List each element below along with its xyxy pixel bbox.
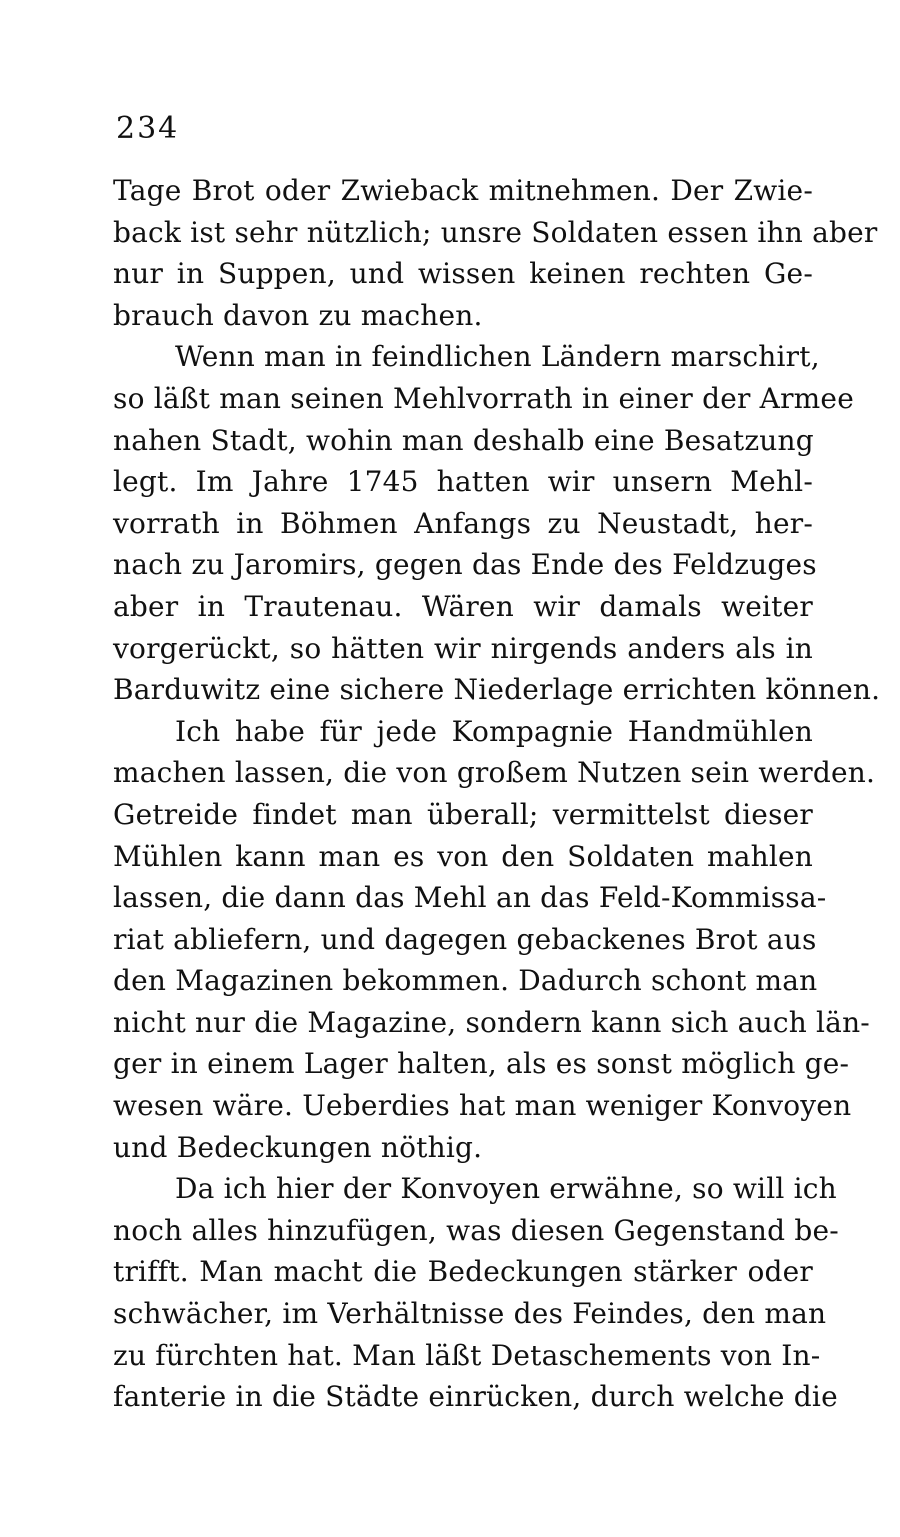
- text-line: Da ich hier der Konvoyen erwähne, so will ich: [175, 1172, 837, 1206]
- text-line: ger in einem Lager halten, als es sonst möglich ge-: [113, 1047, 850, 1081]
- text-line: Wenn man in feindlichen Ländern marschirt,: [175, 340, 820, 374]
- page-number: 234: [116, 111, 180, 146]
- text-line: Tage Brot oder Zwieback mitnehmen. Der Zwie-: [113, 174, 813, 207]
- text-line: schwächer, im Verhältnisse des Feindes, den man: [113, 1297, 827, 1331]
- text-line: Ich habe für jede Kompagnie Handmühlen: [175, 714, 813, 748]
- text-line: den Magazinen bekommen. Dadurch schont man: [113, 964, 818, 998]
- text-line: legt. Im Jahre 1745 hatten wir unsern Mehl-: [113, 465, 813, 499]
- text-line: und Bedeckungen nöthig.: [113, 1130, 483, 1164]
- text-line: noch alles hinzufügen, was diesen Gegenstand be-: [113, 1213, 839, 1247]
- text-line: zu fürchten hat. Man läßt Detaschements von In-: [113, 1338, 821, 1372]
- text-line: back ist sehr nützlich; unsre Soldaten essen ihn aber: [113, 215, 878, 249]
- text-line: nicht nur die Magazine, sondern kann sich auch län-: [113, 1005, 870, 1039]
- text-line: Getreide findet man überall; vermittelst dieser: [113, 797, 813, 831]
- text-line: wesen wäre. Ueberdies hat man weniger Konvoyen: [113, 1089, 852, 1123]
- text-line: lassen, die dann das Mehl an das Feld-Kommissa-: [113, 881, 827, 915]
- text-line: trifft. Man macht die Bedeckungen stärker oder: [113, 1255, 813, 1289]
- text-line: vorrath in Böhmen Anfangs zu Neustadt, her-: [113, 506, 813, 540]
- text-line: nahen Stadt, wohin man deshalb eine Besatzung: [113, 423, 814, 457]
- text-line: Mühlen kann man es von den Soldaten mahlen: [113, 839, 813, 873]
- text-line: nach zu Jaromirs, gegen das Ende des Feldzuges: [113, 548, 817, 582]
- text-line: Barduwitz eine sichere Niederlage errichten können.: [113, 673, 881, 707]
- text-line: machen lassen, die von großem Nutzen sein werden.: [113, 756, 876, 790]
- text-line: vorgerückt, so hätten wir nirgends anders als in: [113, 631, 813, 665]
- text-line: fanterie in die Städte einrücken, durch welche die: [113, 1380, 838, 1414]
- text-line: aber in Trautenau. Wären wir damals weiter: [113, 589, 813, 623]
- text-line: brauch davon zu machen.: [113, 298, 483, 332]
- text-line: so läßt man seinen Mehlvorrath in einer der Armee: [113, 381, 854, 415]
- page-text: [113, 170, 881, 1418]
- text-line: riat abliefern, und dagegen gebackenes Brot aus: [113, 922, 817, 956]
- text-line: nur in Suppen, und wissen keinen rechten Ge-: [113, 257, 813, 291]
